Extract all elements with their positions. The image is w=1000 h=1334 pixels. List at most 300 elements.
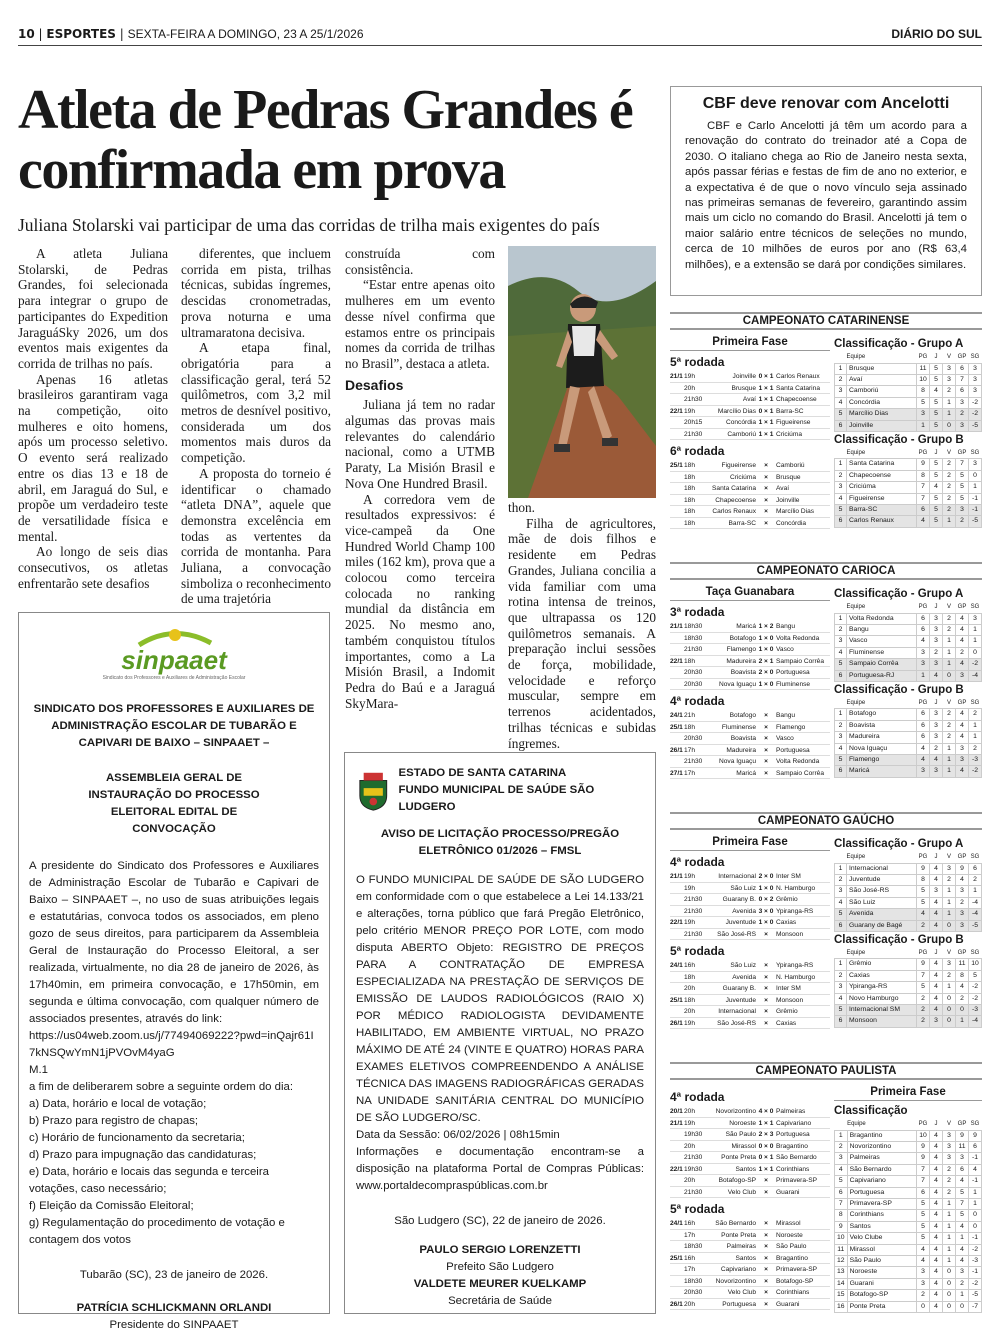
championship-2 xyxy=(670,812,982,1062)
match-row xyxy=(670,906,830,918)
home-team: Capivariano xyxy=(720,1266,756,1273)
match-time: 17h xyxy=(684,1231,696,1239)
games: 4 xyxy=(930,1153,943,1164)
away-team: Caxias xyxy=(776,919,797,926)
position: 2 xyxy=(835,874,847,885)
match-date xyxy=(670,983,684,994)
wins: 2 xyxy=(943,1187,956,1198)
games: 4 xyxy=(930,1210,943,1221)
goal-diff: 1 xyxy=(969,624,982,635)
wins: 2 xyxy=(943,874,956,885)
goal-diff: 1 xyxy=(969,1198,982,1209)
team-name: Internacional xyxy=(847,863,917,874)
sao-ludgero-notice xyxy=(344,752,656,1314)
page-header: 10 | ESPORTES | SEXTA-FEIRA A DOMINGO, 23 A 25/1/2026 DIÁRIO DO SUL xyxy=(18,24,982,46)
union-name: SINDICATO DOS PROFESSORES E AUXILIARES DE ADMINISTRAÇÃO ESCOLAR DE TUBARÃO E CAPIVARI DE BAIXO – SINPAAET – xyxy=(33,703,315,749)
games: 3 xyxy=(930,766,943,777)
match-time: 21h30 xyxy=(684,1188,703,1196)
goals-for: 9 xyxy=(956,863,969,874)
position: 1 xyxy=(835,709,847,720)
away-team: Brusque xyxy=(776,473,801,481)
meeting-link[interactable]: https://us04web.zoom.us/j/77494069222?pwd=inQajr61I7kNSQwYmN1jPVOvM4yaG xyxy=(29,1030,314,1059)
wins: 1 xyxy=(943,766,956,777)
home-team: Palmeiras xyxy=(726,1243,756,1250)
standings-row xyxy=(835,709,982,720)
column-header: SG xyxy=(970,854,980,861)
home-team: Guarany B. xyxy=(722,896,756,903)
match-row xyxy=(670,722,830,734)
away-team: N. Hamburgo xyxy=(776,884,816,892)
home-team: São José-RS xyxy=(717,1019,756,1027)
match-row xyxy=(670,983,830,995)
match-date xyxy=(670,756,684,767)
away-team: Portuguesa xyxy=(776,669,810,676)
team-name: Mirassol xyxy=(847,1244,916,1255)
sinpaaet-logo-icon xyxy=(99,627,249,675)
games: 3 xyxy=(930,624,943,635)
games: 4 xyxy=(930,993,943,1004)
home-team: Madureira xyxy=(726,657,756,665)
position: 4 xyxy=(835,743,847,754)
goal-diff: 3 xyxy=(969,459,982,470)
article-paragraph: construída com consistência. xyxy=(345,246,495,277)
standings-row xyxy=(835,886,982,897)
points: 5 xyxy=(917,897,930,908)
position: 6 xyxy=(835,766,847,777)
column-header: GP xyxy=(957,700,967,707)
standings-column xyxy=(834,336,982,528)
fund-name: FUNDO MUNICIPAL DE SAÚDE SÃO LUDGERO xyxy=(398,784,595,813)
match-row xyxy=(670,745,830,757)
agenda-item: a) Data, horário e local de votação; xyxy=(29,1098,207,1110)
away-team: Primavera-SP xyxy=(776,1177,818,1184)
agenda-item: e) Data, horário e locais das segunda e terceira votações, caso necessário; xyxy=(29,1166,269,1195)
goals-for: 5 xyxy=(956,493,969,504)
points: 3 xyxy=(917,409,930,420)
goal-diff: -1 xyxy=(969,505,982,516)
away-team: Bragantino xyxy=(776,1142,808,1150)
goal-diff: 3 xyxy=(969,374,982,385)
standings-row xyxy=(835,1301,982,1312)
position: 1 xyxy=(835,459,847,470)
match-date xyxy=(670,1175,684,1186)
home-team: Botafogo xyxy=(729,712,756,719)
games: 5 xyxy=(930,420,943,431)
team-name: Guarany de Bagé xyxy=(847,920,917,931)
notice-title: ASSEMBLEIA GERAL DE INSTAURAÇÃO DO PROCESSO ELEITORAL EDITAL DE CONVOCAÇÃO xyxy=(88,772,260,835)
wins: 2 xyxy=(943,970,956,981)
team-name: Novo Hamburgo xyxy=(847,993,917,1004)
match-row xyxy=(670,1241,830,1253)
championship-1 xyxy=(670,562,982,812)
match-time: 20h xyxy=(684,384,696,392)
home-team: Santa Catarina xyxy=(712,485,756,492)
games: 5 xyxy=(930,493,943,504)
goal-diff: -2 xyxy=(969,1244,982,1255)
match-score: × xyxy=(764,519,768,527)
agenda-item: f) Eleição da Comissão Eleitoral; xyxy=(29,1200,194,1212)
match-row xyxy=(670,960,830,972)
standings-row xyxy=(835,624,982,635)
match-time: 20h xyxy=(684,1108,696,1115)
match-row xyxy=(670,710,830,722)
games: 4 xyxy=(930,959,943,970)
agenda-list xyxy=(29,1096,319,1249)
goal-diff: -2 xyxy=(969,397,982,408)
points: 7 xyxy=(917,482,930,493)
team-name: Bangu xyxy=(847,624,917,635)
team-name: Figueirense xyxy=(847,493,917,504)
away-team: Portuguesa xyxy=(776,1131,810,1138)
match-row xyxy=(670,644,830,656)
wins: 2 xyxy=(943,624,956,635)
points: 9 xyxy=(917,1141,930,1152)
away-team: Botafogo-SP xyxy=(776,1277,814,1285)
home-team: Madureira xyxy=(726,746,756,754)
goal-diff: -2 xyxy=(969,659,982,670)
games: 4 xyxy=(930,1244,943,1255)
match-score: × xyxy=(764,962,768,969)
standings-row xyxy=(835,1176,982,1187)
standings-row xyxy=(835,732,982,743)
match-time: 20h15 xyxy=(684,419,703,426)
match-row xyxy=(670,1299,830,1311)
article-paragraph: “Estar entre apenas oito mulheres em um evento desse nível confirma que estamos entre os principais nomes da corrida de trilhas no Brasil”, destaca a atleta. xyxy=(345,277,495,371)
home-team: Internacional xyxy=(718,1008,756,1015)
match-time: 17h xyxy=(684,746,696,754)
match-row xyxy=(670,1187,830,1199)
wins: 1 xyxy=(943,1221,956,1232)
standings-row xyxy=(835,1130,982,1141)
games: 3 xyxy=(930,732,943,743)
position: 4 xyxy=(835,397,847,408)
goal-diff: -1 xyxy=(969,1267,982,1278)
match-score: 2 × 0 xyxy=(758,669,774,676)
match-row xyxy=(670,756,830,768)
match-date: 26/1 xyxy=(670,746,683,754)
home-team: Boavista xyxy=(730,735,756,742)
match-date xyxy=(670,1006,684,1017)
match-score: 1 × 0 xyxy=(758,884,774,892)
match-row xyxy=(670,656,830,668)
position: 5 xyxy=(835,909,847,920)
column-header: Equipe xyxy=(846,700,866,707)
standings-row xyxy=(835,1141,982,1152)
points: 5 xyxy=(917,1210,930,1221)
match-score: × xyxy=(764,1266,768,1273)
home-team: Flamengo xyxy=(726,646,756,653)
goals-for: 4 xyxy=(956,1221,969,1232)
match-date xyxy=(670,894,684,905)
goal-diff: 1 xyxy=(969,886,982,897)
match-score: 1 × 1 xyxy=(758,430,774,438)
away-team: Ypiranga-RS xyxy=(776,962,814,969)
column-header: J xyxy=(934,854,938,861)
goals-for: 6 xyxy=(956,386,969,397)
column-header: Equipe xyxy=(846,450,866,457)
games: 4 xyxy=(930,1278,943,1289)
match-date xyxy=(670,383,684,394)
wins: 2 xyxy=(943,613,956,624)
home-team: Marcílio Dias xyxy=(717,407,756,415)
column-header: GP xyxy=(957,450,967,457)
match-row xyxy=(670,483,830,495)
away-team: Concórdia xyxy=(776,519,807,527)
match-date xyxy=(670,883,684,894)
home-team: Ponte Preta xyxy=(721,1154,756,1161)
away-team: Bangu xyxy=(776,712,796,719)
standings-row xyxy=(835,1005,982,1016)
standings-row xyxy=(835,1255,982,1266)
match-score: × xyxy=(764,1277,768,1285)
away-team: Inter SM xyxy=(776,985,801,992)
match-score: 2 × 3 xyxy=(758,1131,774,1138)
home-team: Nova Iguaçu xyxy=(718,758,756,765)
goals-for: 4 xyxy=(956,720,969,731)
match-time: 18h30 xyxy=(684,1277,703,1285)
match-row xyxy=(670,371,830,383)
match-date xyxy=(670,518,684,529)
goal-diff: 1 xyxy=(969,732,982,743)
position: 4 xyxy=(835,647,847,658)
match-score: × xyxy=(764,496,768,504)
games: 5 xyxy=(930,409,943,420)
match-date: 27/1 xyxy=(670,769,683,777)
goals-for: 5 xyxy=(956,1210,969,1221)
home-team: Maricá xyxy=(736,623,756,630)
goals-for: 2 xyxy=(956,993,969,1004)
games: 4 xyxy=(930,970,943,981)
points: 8 xyxy=(917,386,930,397)
goals-for: 11 xyxy=(956,1141,969,1152)
match-row xyxy=(670,972,830,984)
match-time: 21h30 xyxy=(684,1154,703,1161)
match-score: 2 × 0 xyxy=(758,873,774,880)
match-date: 22/1 xyxy=(670,407,683,415)
match-score: 1 × 0 xyxy=(758,919,774,926)
home-team: Brusque xyxy=(731,384,756,392)
column-header: PG xyxy=(918,700,928,707)
match-time: 20h xyxy=(684,1008,696,1015)
position: 6 xyxy=(835,670,847,681)
match-date: 24/1 xyxy=(670,962,683,969)
match-time: 21h30 xyxy=(684,430,703,438)
position: 8 xyxy=(835,1210,848,1221)
position: 2 xyxy=(835,470,847,481)
goal-diff: 3 xyxy=(969,613,982,624)
points: 9 xyxy=(917,1153,930,1164)
points: 4 xyxy=(917,743,930,754)
column-header: GP xyxy=(957,1121,967,1128)
match-time: 19h xyxy=(684,373,696,380)
goal-diff: -1 xyxy=(969,493,982,504)
info-text: Informações e documentação encontram-se a disposição na plataforma Portal de Compras Públicas: www.portaldecompraspúblicas.com.br xyxy=(356,1146,644,1192)
wins: 1 xyxy=(943,516,956,527)
column-header: SG xyxy=(970,450,980,457)
match-date xyxy=(670,417,684,428)
match-row xyxy=(670,406,830,418)
goals-for: 4 xyxy=(956,659,969,670)
team-name: Primavera-SP xyxy=(847,1198,916,1209)
match-row xyxy=(670,894,830,906)
standings-table xyxy=(834,448,982,528)
wins: 1 xyxy=(943,1255,956,1266)
match-time: 20h xyxy=(684,1177,696,1184)
column-header: PG xyxy=(918,450,928,457)
position: 3 xyxy=(835,636,847,647)
home-team: Concórdia xyxy=(725,419,756,426)
points: 4 xyxy=(917,909,930,920)
away-team: Primavera-SP xyxy=(776,1266,818,1273)
goals-for: 4 xyxy=(956,982,969,993)
fixtures-column xyxy=(670,336,830,529)
match-date xyxy=(670,1287,684,1298)
column-header: J xyxy=(934,450,938,457)
wins: 2 xyxy=(943,482,956,493)
wins: 0 xyxy=(943,993,956,1004)
standings-column xyxy=(834,586,982,778)
match-score: × xyxy=(764,1300,768,1308)
goals-for: 3 xyxy=(956,920,969,931)
match-time: 21h30 xyxy=(684,896,703,903)
match-score: 0 × 1 xyxy=(758,373,774,380)
points: 2 xyxy=(917,1290,930,1301)
wins: 1 xyxy=(943,886,956,897)
position: 12 xyxy=(835,1255,848,1266)
standings-table xyxy=(834,948,982,1028)
team-name: Avaí xyxy=(847,374,917,385)
wins: 0 xyxy=(943,1290,956,1301)
match-time: 21h xyxy=(684,712,696,719)
athlete-photo xyxy=(508,246,656,498)
wins: 3 xyxy=(943,1153,956,1164)
team-name: Maricá xyxy=(847,766,917,777)
away-team: Portuguesa xyxy=(776,746,810,754)
games: 2 xyxy=(930,647,943,658)
position: 6 xyxy=(835,516,847,527)
match-score: × xyxy=(764,1243,768,1250)
goal-diff: -2 xyxy=(969,993,982,1004)
match-row xyxy=(670,1230,830,1242)
games: 5 xyxy=(930,470,943,481)
standings-row xyxy=(835,659,982,670)
standings-row xyxy=(835,1278,982,1289)
points: 4 xyxy=(917,1255,930,1266)
match-date: 26/1 xyxy=(670,1300,683,1308)
standings-row xyxy=(835,1016,982,1027)
match-row xyxy=(670,417,830,429)
position: 10 xyxy=(835,1233,848,1244)
match-row xyxy=(670,1287,830,1299)
column-header: SG xyxy=(970,950,980,957)
standings-row xyxy=(835,1164,982,1175)
column-header: GP xyxy=(957,604,967,611)
standings-row xyxy=(835,374,982,385)
match-row xyxy=(670,1152,830,1164)
standings-row xyxy=(835,420,982,431)
goals-for: 5 xyxy=(956,1187,969,1198)
match-row xyxy=(670,667,830,679)
match-row xyxy=(670,495,830,507)
points: 6 xyxy=(917,732,930,743)
position: 2 xyxy=(835,624,847,635)
article-paragraph: Apenas 16 atletas brasileiros garantiram vaga na competição, oito mulheres e oito homens, após um processo seletivo. O evento será realizado entre os dias 13 e 18 de abril, em Jaraguá do Sul, e propõe um verdadeiro teste de versatilidade física e mental. xyxy=(18,371,168,544)
position: 1 xyxy=(835,613,847,624)
games: 4 xyxy=(930,1233,943,1244)
match-date xyxy=(670,1152,684,1163)
team-name: Madureira xyxy=(847,732,917,743)
wins: 1 xyxy=(943,659,956,670)
goals-for: 8 xyxy=(956,970,969,981)
points: 3 xyxy=(917,1267,930,1278)
games: 4 xyxy=(930,863,943,874)
wins: 2 xyxy=(943,720,956,731)
wins: 2 xyxy=(943,493,956,504)
team-name: Capivariano xyxy=(847,1176,916,1187)
match-date xyxy=(670,929,684,940)
standings-row xyxy=(835,459,982,470)
position: 1 xyxy=(835,959,847,970)
group-title: Classificação - Grupo B xyxy=(834,683,964,696)
column-header: PG xyxy=(918,950,928,957)
points: 11 xyxy=(917,363,930,374)
column-header: V xyxy=(946,604,951,611)
article-column-4 xyxy=(508,500,656,751)
match-score: 0 × 2 xyxy=(758,896,774,903)
match-date xyxy=(670,495,684,506)
standings-row xyxy=(835,720,982,731)
standings-row xyxy=(835,482,982,493)
standings-table xyxy=(834,1119,982,1313)
team-name: Nova Iguaçu xyxy=(847,743,917,754)
away-team: Chapecoense xyxy=(776,396,817,403)
team-name: Noroeste xyxy=(847,1267,916,1278)
match-score: × xyxy=(764,996,768,1004)
position: 6 xyxy=(835,920,847,931)
fixtures-column xyxy=(670,1086,830,1310)
standings-row xyxy=(835,1221,982,1232)
round-title: 3ª rodada xyxy=(670,605,725,619)
match-time: 21h30 xyxy=(684,758,703,765)
match-row xyxy=(670,506,830,518)
games: 4 xyxy=(930,920,943,931)
away-team: Santa Catarina xyxy=(776,384,820,392)
team-name: Grêmio xyxy=(847,959,917,970)
home-team: Criciúma xyxy=(729,473,756,481)
column-header: V xyxy=(946,854,951,861)
match-date: 26/1 xyxy=(670,1019,683,1027)
standings-row xyxy=(835,1233,982,1244)
away-team: Inter SM xyxy=(776,873,801,880)
championship-0 xyxy=(670,312,982,562)
match-date xyxy=(670,1129,684,1140)
goals-for: 3 xyxy=(956,886,969,897)
article-paragraph: Juliana já tem no radar algumas das provas mais relevantes do calendário nacional, como a UTMB Paraty, La Misión Brasil e Nova One Hundred Brasil. xyxy=(345,397,495,491)
match-score: 1 × 2 xyxy=(758,623,774,630)
round-title: 5ª rodada xyxy=(670,1202,725,1216)
points: 5 xyxy=(917,397,930,408)
home-team: Portuguesa xyxy=(722,1300,756,1308)
round-title: 5ª rodada xyxy=(670,355,725,369)
match-date: 25/1 xyxy=(670,723,683,731)
home-team: Nova Iguaçu xyxy=(718,680,756,688)
points: 4 xyxy=(917,1244,930,1255)
standings-row xyxy=(835,897,982,908)
team-name: Portuguesa xyxy=(847,1187,916,1198)
match-score: × xyxy=(764,769,768,777)
home-team: Chapecoense xyxy=(715,496,756,504)
match-date xyxy=(670,506,684,517)
